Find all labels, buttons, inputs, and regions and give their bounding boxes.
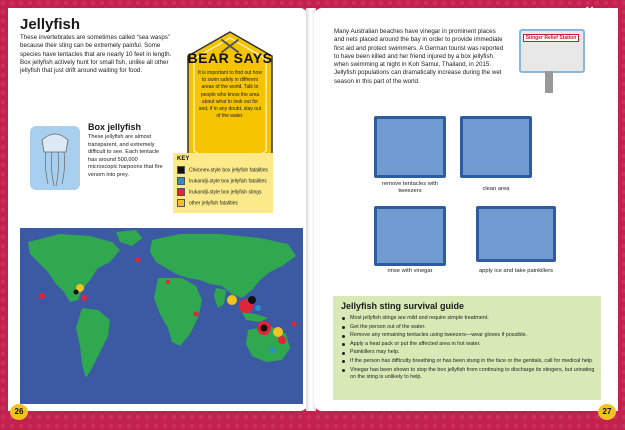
guide-item: Vinegar has been shown to stop the box jellyfish from continuing to discharge its stingers, but urinating on the sting is unlikely to help. <box>341 367 595 382</box>
illustration-scene <box>377 119 443 175</box>
key-item <box>177 199 238 207</box>
guide-item: If the person has difficulty breathing or has been stung in the face or the genitals, call for medical help. <box>341 358 595 365</box>
x-logo-icon: ✕ <box>585 5 595 17</box>
page-number-right: 27 <box>598 404 616 420</box>
intro-text: These invertebrates are sometimes called “sea wasps” because their sting can be extremely painful. Some species have tentacles that are nearly 10 feet in length. Box jellyfish actively hunt for small fish, unlike all other jellyfish that just drift around waiting for food. <box>20 34 172 75</box>
key-item <box>177 166 268 174</box>
step-caption: apply ice and take painkillers <box>478 268 554 274</box>
key-label: Chironex-style box jellyfish fatalities <box>189 167 268 174</box>
sign-label: Stinger Relief Station <box>523 34 579 42</box>
guide-item: Remove any remaining tentacles using tweezers—wear gloves if possible. <box>341 332 595 339</box>
guide-title: Jellyfish sting survival guide <box>341 301 465 311</box>
step-illustration-clean <box>460 116 532 178</box>
step-caption: rinse with vinegar <box>387 268 433 274</box>
guide-item: Painkillers may help. <box>341 349 595 356</box>
bear-says-title: BEAR SAYS <box>187 50 273 66</box>
stinger-relief-sign <box>515 25 587 95</box>
step-illustration-ice <box>476 206 556 262</box>
key-swatch-red <box>177 188 185 196</box>
key-label: Irukandji-style box jellyfish fatalities <box>189 178 267 185</box>
box-jellyfish-illustration <box>30 126 80 190</box>
survival-guide-box <box>333 296 601 400</box>
key-label: Irukandji-style box jellyfish stings <box>189 189 262 196</box>
illustration-scene <box>377 209 443 263</box>
key-swatch-blue <box>177 177 185 185</box>
guide-list <box>341 315 595 383</box>
step-caption: remove tentacles with tweezers <box>381 181 439 195</box>
step-illustration-tweezers <box>374 116 446 178</box>
box-jellyfish-heading: Box jellyfish <box>88 122 142 132</box>
logo-line-1: Bear <box>595 9 608 15</box>
jellyfish-icon <box>30 126 80 190</box>
world-map-graphic <box>20 228 303 404</box>
key-swatch-yellow <box>177 199 185 207</box>
box-jellyfish-text: These jellyfish are almost transparent, and extremely difficult to see. Each tentacle has around 500,000 microscopic harpoons that fire venom into prey. <box>88 134 163 178</box>
bear-says-text: It is important to find out how to swim safely in different areas of the world. Talk to people who know the area about what to look out for and, if in any doubt, stay out of the water. <box>198 70 262 120</box>
key-title: KEY <box>177 156 190 162</box>
sign-post <box>545 71 553 93</box>
guide-item: Get the person out of the water. <box>341 324 595 331</box>
south-america <box>76 308 110 378</box>
world-map <box>20 228 303 404</box>
key-item <box>177 188 262 196</box>
greenland <box>116 230 142 246</box>
guide-item: Most jellyfish stings are mild and require simple treatment. <box>341 315 595 322</box>
guide-item: Apply a heat pack or put the affected area in hot water. <box>341 341 595 348</box>
india <box>214 288 226 308</box>
illustration-scene <box>463 119 529 175</box>
step-illustration-vinegar <box>374 206 446 266</box>
right-intro-text: Many Australian beaches have vinegar in prominent places and nets placed around the bay in order to provide immediate first aid and protect swimmers. A German tourist was reported to have been killed and her friend injured by a box jellyfish when swimming at night in Koh Samui, Thailand, in 2015. Jellyfish populations can dramatically increase during the wet season in this part of the world. <box>334 28 504 85</box>
key-label: other jellyfish fatalities <box>189 200 238 207</box>
page-number-left: 26 <box>10 404 28 420</box>
map-key <box>173 153 273 213</box>
step-caption: clean area <box>482 186 510 192</box>
illustration-scene <box>479 209 553 259</box>
logo-line-2: Grylls <box>595 15 611 21</box>
indonesia <box>242 312 268 322</box>
key-item <box>177 177 267 185</box>
key-swatch-black <box>177 166 185 174</box>
page-title: Jellyfish <box>20 16 81 33</box>
